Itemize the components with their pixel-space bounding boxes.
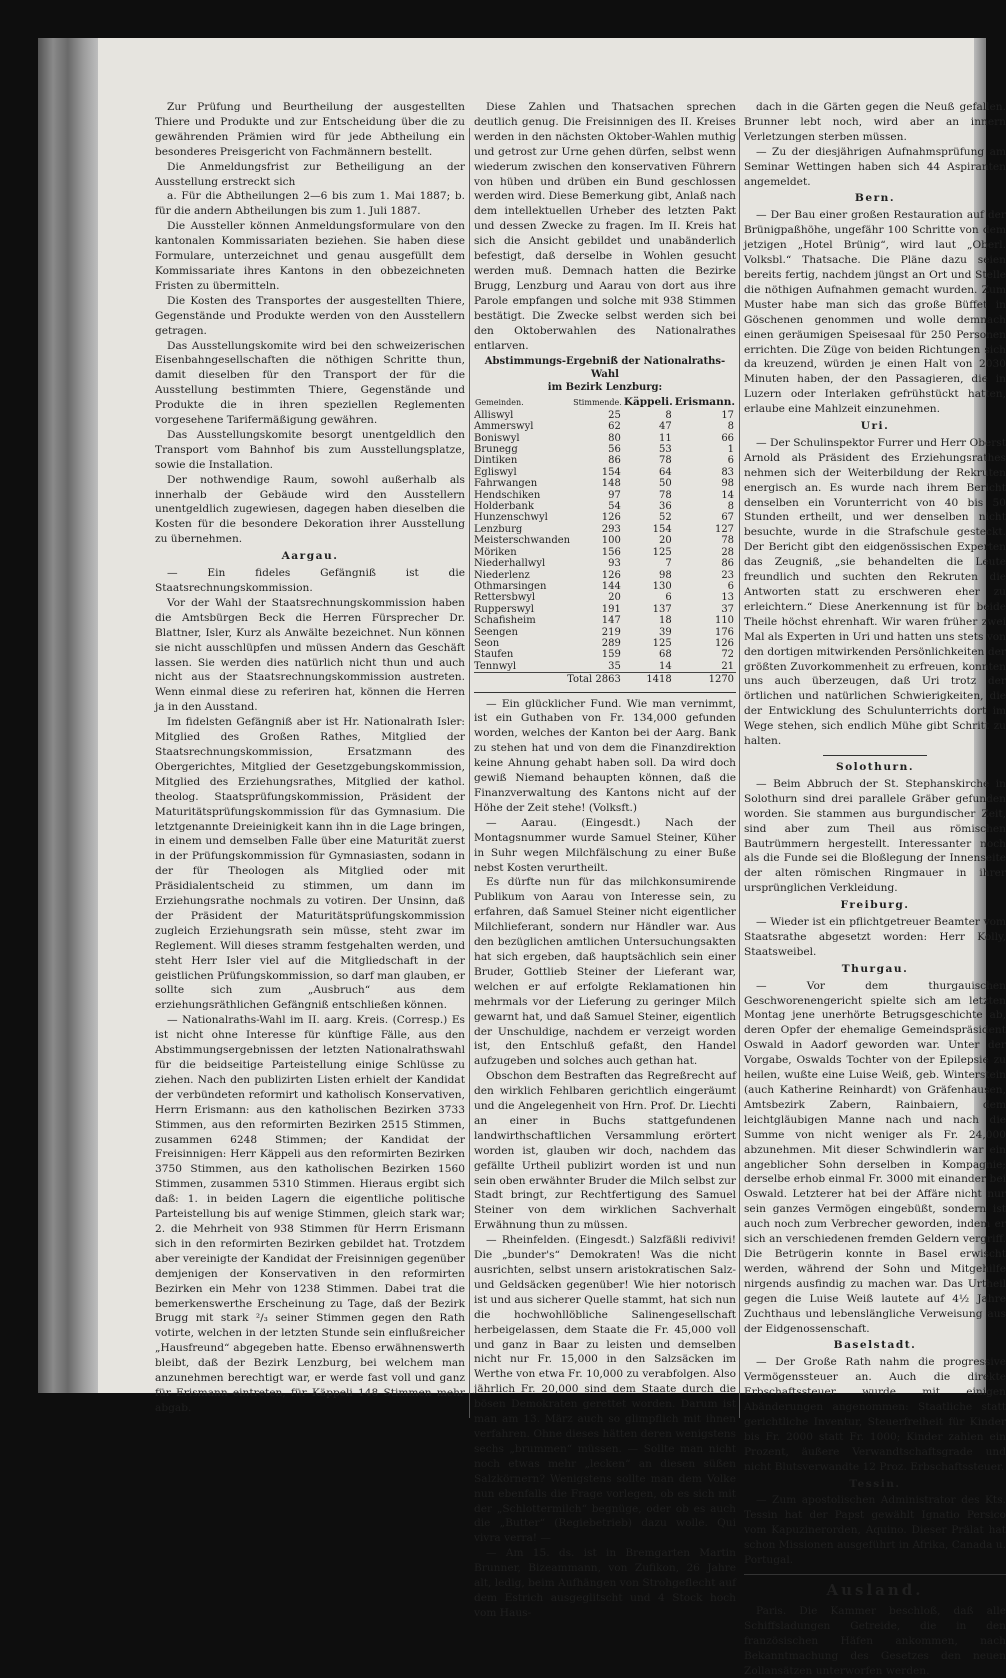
table-cell: 66 [721,432,735,444]
table-cell: 21 [721,660,735,672]
table-row [474,501,736,512]
table-cell: 78 [659,455,672,467]
table-cell: Möriken [474,546,517,558]
table-cell: 64 [659,466,672,478]
table-cell: 39 [659,626,672,638]
table-cell: Staufen [474,649,514,661]
table-row [474,455,736,466]
table-cell: 7 [665,558,672,570]
table-cell: Hendschiken [474,489,541,501]
aargau-articles: — Ein fideles Gefängniß ist die Staatsrechnungskommission. Vor der Wahl der Staatsrechnungskommission haben die Amtsbürgen Beck die Herren Fürsprecher Dr. Blattner, Isler, Kurz als Anwälte bezeichnet. Nun können sie nicht ausschlüpfen und müssen Andern das Geschäft lassen. Sie werden dies natürlich nicht thun und auch nicht aus der Staatsrechnungskommission austreten. Wenn einmal diese zu referiren hat, können die Herren ja in den Ausstand. Im fidelsten Gefängniß aber ist Hr. Nationalrath Isler: Mitglied des Großen Rathes, Mitglied der Staatsrechnungskommission, Ersatzmann des Obergerichtes, Mitglied der Gesetzgebungskommission, Mitglied des Erziehungsrathes, Mitglied der kathol. theolog. Staatsprüfungskommission, Präsident der Maturitätsprüfungskommission für das Gymnasium. Die letztgenannte Dreieinigkeit kann ihn in die Lage bringen, in einem und demselben Falle über eine Maturität zuerst in der Prüfungskommission für Gymnasiasten, sodann in der für Theologen als Mitglied oder mit Präsidialentscheid zu stimmen, um dann im Erziehungsrathe nochmals zu votiren. Der Unsinn, daß der Präsident der Maturitätsprüfungskommission zugleich Erziehungsrath sein müsse, steht zwar im Reglement. Will dieses stramm festgehalten werden, und steht Herr Isler viel auf die Mitgliedschaft in der geistlichen Prüfungskommission, so darf man glauben, er sollte sich zum „Ausbruch“ aus dem erziehungsräthlichen Gefängniß entschließen können. — Nationalraths-Wahl im II. aarg. Kreis. (Corresp.) Es ist nicht ohne Interesse für künftige Fälle, aus den Abstimmungsergebnissen der letzten Nationalrathswahl für die beidseitige Parteistellung einige Schlüsse zu ziehen. Nach den publizirten Listen erhielt der Kandidat der verbündeten reformirt und katholisch Konservativen, Herrn Erismann: aus den katholischen Bezirken 3733 Stimmen, aus den reformirten Bezirken 2515 Stimmen, zusammen 6248 Stimmen; der Kandidat der Freisinnigen: Herr Käppeli aus den reformirten Bezirken 3750 Stimmen, aus den katholischen Bezirken 1560 Stimmen, zusammen 5310 Stimmen. Hieraus ergibt sich daß: 1. in beiden Lagern die eigentliche politische Parteistellung bis auf wenige Stimmen, gleich stark war; 2. die Mehrheit von 938 Stimmen für Herrn Erismann sich in den reformirten Bezirken gebildet hat. Trotzdem aber vereinigte der Kandidat der Freisinnigen gegenüber demjenigen der Konservativen in den reformirten Bezirken ein Mehr von 1238 Stimmen. Dabei trat die bemerkenswerthe Erscheinung zu Tage, daß der Bezirk Brugg mit stark ²/₃ seiner Stimmen gegen den Rath votirte, welchen in der letzten Stunde sein einflußreicher „Hausfreund“ abgegeben hatte. Ebenso erwähnenswerth bleibt, daß der Bezirk Lenzburg, bei welchem man anzunehmen berechtigt war, er werde fast voll und ganz für Erismann eintreten, für Käppeli 148 Stimmen mehr abgab. [155,567,465,1414]
table-cell: 8 [665,409,672,421]
table-cell: 35 [608,660,621,672]
table-cell: Hunzenschwyl [474,512,548,524]
table-cell: 159 [601,649,621,661]
table-cell: 126 [601,512,621,524]
table-cell: 154 [601,466,621,478]
table-cell: Meisterschwanden [474,535,571,547]
table-cell: 72 [721,649,735,661]
table-cell: Schafisheim [474,615,536,627]
section-heading-uri: Uri. [860,420,890,433]
exhibition-article: Zur Prüfung und Beurtheilung der ausgestellten Thiere und Produkte und zur Entscheidung über die zu gewährenden Prämien wird für jede Abtheilung ein besonderes Preisgericht von Fachmännern bestellt. Die Anmeldungsfrist zur Betheiligung an der Ausstellung erstreckt sich a. Für die Abtheilungen 2—6 bis zum 1. Mai 1887; b. für die andern Abtheilungen bis zum 1. Juli 1887. Die Aussteller können Anmeldungsformulare von den kantonalen Kommissariaten beziehen. Sie haben diese Formulare, unterzeichnet und genau ausgefüllt dem Kommissariate ihres Kantons in den obbezeichneten Fristen zu übermitteln. Die Kosten des Transportes der ausgestellten Thiere, Gegenstände und Produkte werden von den Ausstellern getragen. Das Ausstellungskomite wird bei den schweizerischen Eisenbahngesellschaften die nöthigen Schritte thun, damit dieselben für den Transport der für die Ausstellung bestimmten Thiere, Gegenstände und Produkte die in ihren speziellen Reglementen vorgesehene Tarifermäßigung gewähren. Das Ausstellungskomite besorgt unentgeldlich den Transport vom Bahnhof bis zum Ausstellungsplatze, sowie die Installation. Der nothwendige Raum, sowohl außerhalb als innerhalb der Gebäude wird den Ausstellern unentgeldlich zugewiesen, dagegen haben dieselben die Kosten für die besondere Dekoration ihrer Ausstellung zu übernehmen. [155,101,465,546]
table-cell: 14 [721,489,735,501]
table-cell: Brunegg [474,444,518,456]
table-cell: Niederlenz [474,569,530,581]
table-cell: Seon [474,637,500,649]
divider [744,1574,1006,1575]
table-row [474,547,736,558]
header-gemeinden: Gemeinden. [475,398,524,408]
table-cell: Ammerswyl [474,421,534,433]
table-cell: Rettersbwyl [474,592,536,604]
table-row [474,615,736,626]
election-results-table [474,396,736,685]
table-cell: 93 [608,558,621,570]
table-cell: 25 [608,409,621,421]
column-3: dach in die Gärten gegen die Neuß gefallen. Brunner lebt noch, wird aber an innern Verletzungen sterben müssen. — Zu der diesjährigen Aufnahmsprüfung am Seminar Wettingen haben sich 44 Aspiranten angemeldet. Bern. — Der Bau einer großen Restauration auf der Brünigpaßhöhe, ungefähr 100 Schritte von dem jetzigen „Hotel Brünig“, wird laut „Oberl. Volksbl.“ Thatsache. Die Pläne dazu seien bereits fertig, nachdem jüngst an Ort und Stelle die nöthigen Aufnahmen gemacht wurden. Zum Muster habe man sich das große Büffet in Göschenen genommen und wolle demnach einen geräumigen Speisesaal für 250 Personen errichten. Die Züge von beiden Richtungen sich da kreuzend, würden je einen Halt von 2030 Minuten haben, der den Passagieren, die in Luzern oder Interlaken gefrühstückt hatten, erlaube eine Mahlzeit einzunehmen. Uri. — Der Schulinspektor Furrer und Herr Oberst Arnold als Präsident des Erziehungsrathes nehmen sich der Weiterbildung der Rekruten energisch an. Es wurde nach ihrem Bericht denselben ein Vorunterricht von 40 bis 50 Stunden ertheilt, und wer denselben nicht besuchte, wurde in die Strafschule gesteckt. Der Bericht gibt den eidgenössischen Experten das Zeugniß, „sie behandelten die Leute freundlich und suchten den Rekruten die Antworten statt zu erschweren eher zu erleichtern.“ Diese Anerkennung ist für beide Theile höchst ehrenhaft. Wir waren früher zwei Mal als Experten in Uri und hatten uns stets von den dortigen mitwirkenden Persönlichkeiten der größten Zuvorkommenheit zu erfreuen, konnten uns auch überzeugen, daß Uri trotz der örtlichen und natürlichen Schwierigkeiten, die der Entwicklung des Schulunterrichts dort im Wege stehen, sich endlich Mühe gibt Schritt zu halten. Solothurn. — Beim Abbruch der St. Stephanskirche in Solothurn sind drei parallele Gräber gefunden worden. Sie stammen aus burgundischer Zeit, sind aber zum Theil aus römischen Bautrümmern hergestellt. Interessanter noch als die Funde sei die Bloßlegung der Innenseite der alten römischen Ringmauer in ihrer ursprünglichen Verkleidung. Freiburg. — Wieder ist ein pflichtgetreuer Beamter vom Staatsrathe abgesetzt worden: Herr Kolly, Staatsweibel. Thurgau. — Vor dem thurgauischen Geschworenengericht spielte sich am letzten Montag jene unerhörte Betrugsgeschichte ab, deren Opfer der ehemalige Gemeindspräsident Oswald in Aadorf geworden war. Unter der Vorgabe, Oswalds Tochter von der Epilepsie zu heilen, wußte eine Luise Weiß, geb. Winterstein (auch Katherine Reinhardt) von Gräfenhausen, Amtsbezirk Zabern, Rainbaiern, dem leichtgläubigen Manne nach und nach die Summe von nicht weniger als Fr. 24,000 abzunehmen. Mit dieser Schwindlerin war ein angeblicher Sohn derselben in Kompagnie; derselbe erhob einmal Fr. 3000 mit einander bei Oswald. Letzterer hat bei der Affäre nicht nur sein ganzes Vermögen eingebüßt, sondern ist auch noch zum Verbrecher geworden, indem er sich an verschiedenen fremden Geldern vergriff. Die Betrügerin konnte in Basel erwischt werden, während der Sohn und Mitgehilfe nirgends ausfindig zu machen war. Das Urtheil gegen die Luise Weiß lautete auf 4½ Jahre Zuchthaus und lebenslängliche Verweisung aus der Eidgenossenschaft. Baselstadt. — Der Große Rath nahm die progressive Vermögenssteuer an. Auch die direkte Erbschaftssteuer wurde mit einigen Abänderungen angenommen: Staatliche statt gerichtliche Inventur, Steuerfreiheit für Kinder bis Fr. 2000 statt Fr. 1000; Kinder zahlen ein Prozent, äußere Verwandtschaftsgrade und nicht Blutsverwandte 12 Proz. Erbschaftssteuer. Tessin. — Zum apostolischen Administrator des Kts. Tessin hat der Papst gewählt Ignatio Persico vom Kapuzinerorden, Aquino. Dieser Prälat hat schon Missionen ausgeführt in Afrika, Canada u. Portugal. Ausland. Paris. Die Kammer beschloß, daß alle Schiffsladungen Getreide, die in den französischen Häfen ankommen, nach Bekanntmachung des Gesetzes den neuen Zollansätzen unterworfen werden. [744,101,1006,1677]
table-cell: 11 [659,432,672,444]
table-row [474,558,736,569]
section-heading-tessin: Tessin. [849,1477,901,1490]
section-heading-thurgau: Thurgau. [841,962,909,975]
table-cell: Lenzburg [474,523,523,535]
table-cell: 110 [714,615,735,627]
table-cell: 53 [659,444,672,456]
table-cell: 100 [601,535,621,547]
table-cell: 176 [714,626,735,638]
section-heading-freiburg: Freiburg. [840,899,910,912]
table-cell: 86 [608,455,621,467]
table-cell: 137 [652,603,672,615]
table-row [474,581,736,592]
table-cell: 36 [659,501,672,513]
table-cell: 130 [652,580,672,592]
table-cell: 127 [714,523,735,535]
table-cell: 67 [721,512,735,524]
table-row [474,444,736,455]
section-heading-ausland: Ausland. [826,1581,924,1599]
table-cell: 1 [727,444,735,456]
newspaper-page [38,38,1006,1677]
table-cell: 80 [608,432,621,444]
column-2: Diese Zahlen und Thatsachen sprechen deutlich genug. Die Freisinnigen des II. Kreises werden in den nächsten Oktober-Wahlen muthig und getrost zur Urne gehen dürfen, selbst wenn wiederum zwischen den konservativen Führern von hüben und drüben ein Bund geschlossen werden wird. Diese Bemerkung gibt, Anlaß nach dem intellektuellen Urheber des letzten Pakt und dessen Zwecke zu fragen. Im II. Kreis hat sich die Ansicht gebildet und unabänderlich befestigt, daß derselbe in Wohlen gesucht werden muß. Demnach hatten die Bezirke Brugg, Lenzburg und Aarau von dort aus ihre Parole empfangen und solche mit 938 Stimmen bestätigt. Die Zwecke selbst werden sich bei den Oktoberwahlen des Nationalrathes entlarven. Abstimmungs-Ergebniß der Nationalraths-Wahl im Bezirk Lenzburg: Gemeinden. Stimmende. Käppeli. Erismann. Alliswyl 25 8 17 Ammerswyl 62 47 8 Boniswyl 80 11 66 Brunegg 56 53 1 Dintiken 86 78 6 Egliswyl 154 64 83 Fahrwangen 148 50 98 Hendschiken 97 78 14 Holderbank 54 36 8 Hunzenschwyl 126 52 67 Lenzburg 293 154 127 Meisterschwanden 100 20 78 Möriken 156 125 28 Niederhallwyl 93 7 86 Niederlenz 126 98 23 Othmarsingen 144 130 6 Rettersbwyl 20 6 13 Rupperswyl 191 137 37 Schafisheim 147 18 110 Seengen 219 39 176 Seon 289 125 126 Staufen 159 68 72 Tennwyl 35 14 21 Total 2863 1418 1270 — Ein glücklicher Fund. Wie man vernimmt, ist ein Guthaben von Fr. 134,000 gefunden worden, welches der Kanton bei der Aarg. Bank zu stehen hat und von dem die Finanzdirektion keine Ahnung gehabt haben soll. Da wird doch gewiß Niemand behaupten können, daß die Finanzverwaltung des Kantons nicht auf der Höhe der Zeit stehe! (Volksft.) — Aarau. (Eingesdt.) Nach der Montagsnummer wurde Samuel Steiner, Küher in Suhr wegen Milchfälschung zu einer Buße nebst Kosten verurtheilt. Es dürfte nun für das milchkonsumirende Publikum von Aarau von Interesse sein, zu erfahren, daß Samuel Steiner nicht eigentlicher Milchlieferant, sondern nur Händler war. Aus den bezüglichen amtlichen Untersuchungsakten hat sich ergeben, daß hauptsächlich sein einer Bruder, Gottlieb Steiner der Lieferant war, welchen er auf erfolgte Reklamationen hin mehrmals vor der Lieferung zu geringer Milch gewarnt hat, und daß Samuel Steiner, eigentlich der Unschuldige, nachdem er verzeigt worden ist, den Entschluß gefaßt, den Handel aufzugeben und solches auch gethan hat. Obschon dem Bestraften das Regreßrecht auf den wirklich Fehlbaren gerichtlich eingeräumt und die Angelegenheit von Hrn. Prof. Dr. Liechti an einer in Buchs stattgefundenen landwirthschaftlichen Versammlung erörtert worden ist, glauben wir doch, nachdem das gefällte Urtheil publizirt worden ist und nun sein oben erwähnter Bruder die Milch selbst zur Stadt bringt, zur Rechtfertigung des Samuel Steiner von dem wirklichen Sachverhalt Erwähnung thun zu müssen. — Rheinfelden. (Eingesdt.) Salzfäßli redivivi! Die „bunder's“ Demokraten! Was die nicht ausrichten, selbst unsern aristokratischen Salz- und Geldsäcken gegenüber! Wie hier notorisch ist und aus sicherer Quelle stammt, hat sich nun die hochwohllöbliche Salinengesellschaft herbeigelassen, dem Staate die Fr. 45,000 voll und ganz in Baar zu leisten und demselben nicht nur Fr. 15,000 in den Salzsäcken im Werthe von etwa Fr. 10,000 zu verabfolgen. Also jährlich Fr. 20,000 sind dem Staate durch die bösen Demokraten gerettet worden. Darum ist man am 13. März auch so glimpflich mit ihnen verfahren. Ohne dieses hätten deren wenigstens sechs „brummen“ müssen. — Sollte man nicht noch etwas mehr „lecken“ an diesen süßen Salzkörnern? Wenigstens sollte man dem Volke nun ebenfalls die Frage vorlegen, ob es sich mit der „Schlottermilch“ begnüge, oder ob es auch die „Butter“ (Regiebetrieb) dazu wolle. Qui vivra verra! — — Am 15. ds. ist in Bremgarten Martin Brunner, Bizeammann, von Zufikon, 26 Jahre alt, ledig, beim Aufhängen von Strohgeflecht auf dem Estrich ausgeglitscht und 4 Stock hoch vom Haus- [474,101,737,1619]
section-heading-solothurn: Solothurn. [835,760,915,773]
section-heading-bern: Bern. [854,192,896,205]
section-heading-baselstadt: Baselstadt. [833,1339,917,1352]
table-cell: 78 [659,489,672,501]
table-cell: Egliswyl [474,466,517,478]
table-cell: 23 [721,569,735,581]
table-cell: 6 [727,580,735,592]
table-cell: 68 [659,649,672,661]
table-cell: 56 [608,444,621,456]
table-cell: Rupperswyl [474,603,535,615]
table-title: Abstimmungs-Ergebniß der Nationalraths-Wahl im Bezirk Lenzburg: [484,356,726,394]
table-cell: 191 [601,603,621,615]
table-row [474,661,736,673]
table-cell: 156 [601,546,621,558]
table-cell: 98 [659,569,672,581]
table-cell: 97 [608,489,621,501]
table-cell: Seengen [474,626,518,638]
table-cell: 18 [659,615,672,627]
table-cell: 125 [652,546,672,558]
header-erismann: Erismann. [674,396,736,409]
table-cell: Boniswyl [474,432,520,444]
table-cell: 14 [659,660,672,672]
table-cell: 147 [601,615,621,627]
divider [474,692,736,693]
table-row [474,512,736,523]
table-cell: Alliswyl [474,409,514,421]
table-cell: 154 [652,523,672,535]
table-cell: 98 [721,478,735,490]
header-kaeppeli: Käppeli. [623,396,673,409]
table-row [474,490,736,501]
table-cell: 219 [601,626,621,638]
table-row [474,570,736,581]
table-total-row [474,673,736,686]
table-cell: 13 [721,592,735,604]
total-cell: 1418 [623,673,674,686]
table-cell: 125 [652,637,672,649]
table-cell: 20 [659,535,672,547]
table-cell: 20 [608,592,621,604]
binding-spine [38,38,98,1393]
table-row [474,421,736,432]
table-cell: Othmarsingen [474,580,547,592]
table-row [474,592,736,603]
table-cell: 144 [601,580,621,592]
table-cell: 6 [727,455,735,467]
table-cell: 8 [727,421,735,433]
table-cell: 83 [721,466,735,478]
table-cell: 293 [601,523,621,535]
table-cell: 78 [721,535,735,547]
table-cell: 17 [721,409,735,421]
table-cell: 86 [721,558,735,570]
table-row [474,535,736,546]
column-1 [155,100,465,1416]
table-cell: 126 [714,637,735,649]
table-row [474,649,736,660]
column-rule-1 [469,128,470,1418]
table-cell: Fahrwangen [474,478,538,490]
table-row [474,638,736,649]
table-row [474,467,736,478]
table-row [474,627,736,638]
table-row [474,524,736,535]
table-row [474,604,736,615]
total-label: Total 2863 [474,673,623,686]
table-cell: 62 [608,421,621,433]
divider [823,755,928,756]
table-cell: 6 [665,592,672,604]
table-cell: 289 [601,637,621,649]
table-cell: Niederhallwyl [474,558,546,570]
section-heading-aargau: Aargau. [281,550,339,563]
table-cell: 52 [659,512,672,524]
table-cell: 54 [608,501,621,513]
table-cell: Tennwyl [474,660,517,672]
table-row [474,433,736,444]
table-cell: Dintiken [474,455,518,467]
table-cell: 28 [721,546,735,558]
header-stimmende: Stimmende. [573,398,622,408]
table-row [474,410,736,421]
table-cell: 47 [659,421,672,433]
total-cell: 1270 [674,673,736,686]
table-cell: Holderbank [474,501,534,513]
column-rule-2 [739,128,740,1418]
table-cell: 148 [601,478,621,490]
table-cell: 37 [721,603,735,615]
table-row [474,478,736,489]
table-cell: 50 [659,478,672,490]
table-cell: 8 [727,501,735,513]
table-cell: 126 [601,569,621,581]
